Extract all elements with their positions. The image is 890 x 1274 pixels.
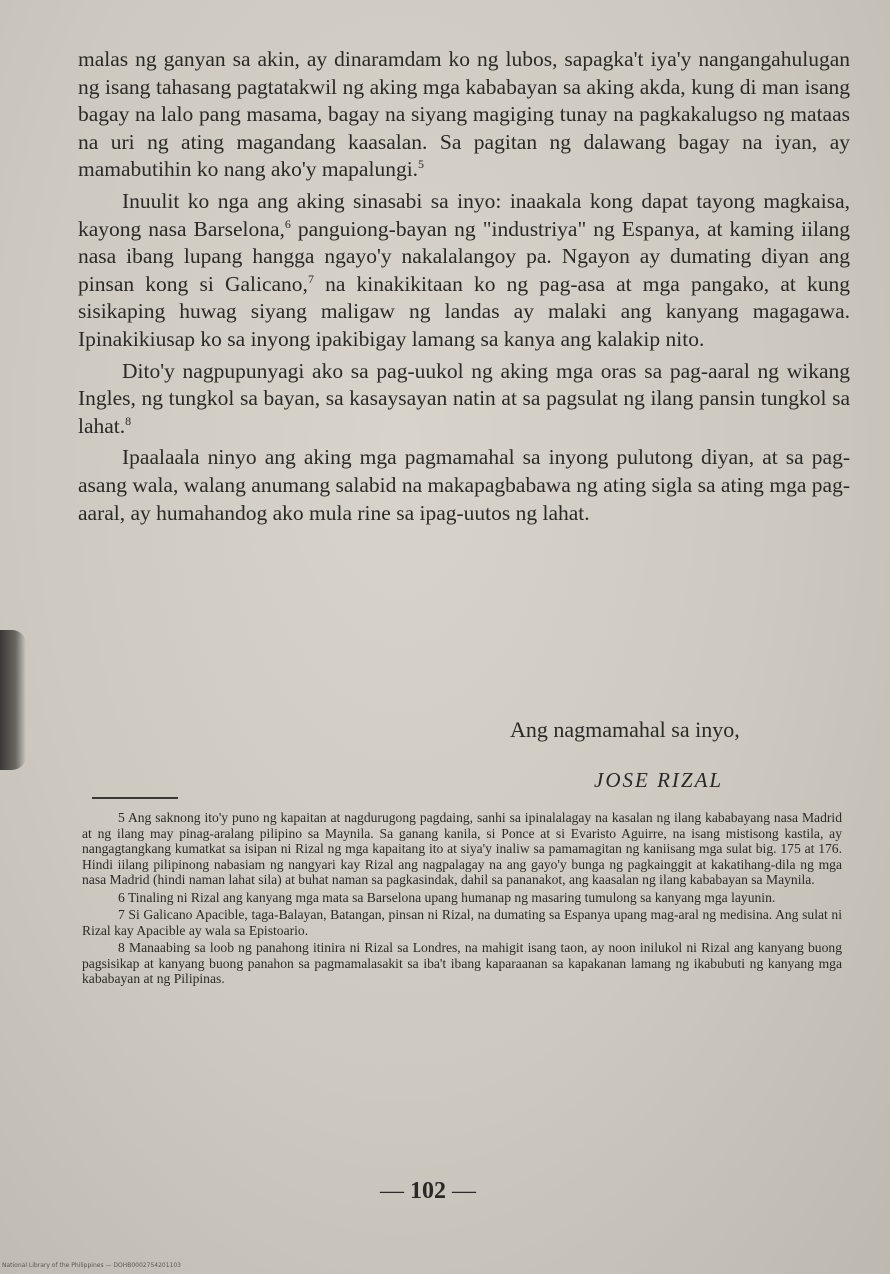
paragraph-1 — [78, 46, 850, 184]
paragraph-2-text-b: panguiong-bayan ng "industriya" ng Espanya, at kaming iilang nasa ibang lupang hangga ngayo'y nakalalangoy pa. Ngayon ay dumating diyan ang pinsan kong si Galicano, — [78, 216, 850, 296]
scan-credit: National Library of the Philippines — DOHB0002754201103 — [2, 1262, 181, 1269]
footnote-ref-7: 7 — [307, 271, 314, 286]
page-number — [380, 1178, 476, 1205]
paragraph-2-text-c: na kinakikitaan ko ng pag-asa at mga pangako, at kung sisikaping huwag siyang maligaw ng landas ay malaki ang kanyang magagawa. Ipinakikiusap ko sa inyong ipakibigay lamang sa kanya ang kalakip nito. — [78, 271, 851, 351]
page-number-dash-right: — — [452, 1178, 476, 1204]
letter-body — [78, 46, 850, 527]
paragraph-2 — [78, 188, 850, 354]
footnote-ref-5: 5 — [418, 157, 425, 172]
footnote-7: 7 Si Galicano Apacible, taga-Balayan, Batangan, pinsan ni Rizal, na dumating sa Espanya upang mag-aral ng medisina. Ang sulat ni Rizal kay Apacible ay wala sa Epistoario. — [82, 907, 842, 938]
footnote-divider — [92, 797, 178, 799]
paragraph-2-text-a: Inuulit ko nga ang aking sinasabi sa inyo: inaakala kong dapat tayong magkaisa, kayong nasa Barselona, — [78, 188, 850, 241]
signature: JOSE RIZAL — [594, 768, 724, 792]
footnote-6: 6 Tinaling ni Rizal ang kanyang mga mata sa Barselona upang humanap ng masaring tumulong sa kanyang mga layunin. — [118, 889, 776, 905]
binding-shadow — [0, 630, 26, 770]
footnotes — [82, 810, 842, 987]
paragraph-4 — [78, 444, 850, 527]
page-number-dash-left: — — [380, 1178, 404, 1204]
paragraph-1-text: malas ng ganyan sa akin, ay dinaramdam ko ng lubos, sapagka't iya'y nangangahulugan ng isang tahasang pagtatakwil ng aking mga kababayan sa aking akda, kung di man isang bagay na lalo pang masama, bagay na siyang magiging tunay na pagkakalugso ng mataas na uri ng ating magandang kaasalan. Sa pagitan ng dalawang bagay na iyan, ay mamabutihin ko nang ako'y mapalungi. — [78, 47, 850, 182]
page-number-value: 102 — [410, 1178, 446, 1204]
paragraph-3-text: Dito'y nagpupunyagi ako sa pag-uukol ng aking mga oras sa pag-aaral ng wikang Ingles, ng tungkol sa bayan, sa kasaysayan natin at sa pagsulat ng ilang pansin tungkol sa lahat. — [78, 358, 850, 438]
footnote-ref-6: 6 — [284, 216, 291, 231]
paragraph-3 — [78, 358, 850, 441]
footnote-8: 8 Manaabing sa loob ng panahong itinira ni Rizal sa Londres, na mahigit isang taon, ay noon inilukol ni Rizal ang kanyang buong pagsisikap at kanyang buong panahon sa pagmamalasakit sa iba't ibang kaparaanan sa kapakanan lamang ng ikabubuti ng kanyang mga kababayan at ng Pilipinas. — [82, 940, 842, 986]
paragraph-4-text: Ipaalaala ninyo ang aking mga pagmamahal sa inyong pulutong diyan, at sa pag-asang wala, walang anumang salabid na makapagbabawa ng ating sigla sa ating mga pag-aaral, ay humahandog ako mula rine sa ipag-uutos ng lahat. — [78, 445, 850, 525]
footnote-ref-8: 8 — [125, 413, 132, 428]
closing-line: Ang nagmamahal sa inyo, — [510, 717, 740, 742]
footnote-5: 5 Ang saknong ito'y puno ng kapaitan at nagdurugong pagdaing, sanhi sa ipinalalagay na kasalan ng ilang kababayang nasa Madrid at ng ilang may pinag-aralang pilipino sa Maynila. Sa ganang kanila, si Ponce at si Evaristo Aguirre, na isang mistisong kastila, ay nangagtangkang kumatkat sa isipan ni Rizal ng mga kapaitang ito at siya'y inaliw sa pamamagitan ng kaniisang mga sulat big. 175 at 176. Hindi iilang pilipinong nabasiam ng nangyari kay Rizal ang nagpalagay na ang gayo'y bunga ng pagkainggit at kakatihang-dila ng mga nasa Madrid (hindi naman lahat sila) at buhat naman sa pagkasindak, dahil sa pananakot, ang kaasalan ng ilang kababayan sa Maynila. — [82, 810, 842, 887]
